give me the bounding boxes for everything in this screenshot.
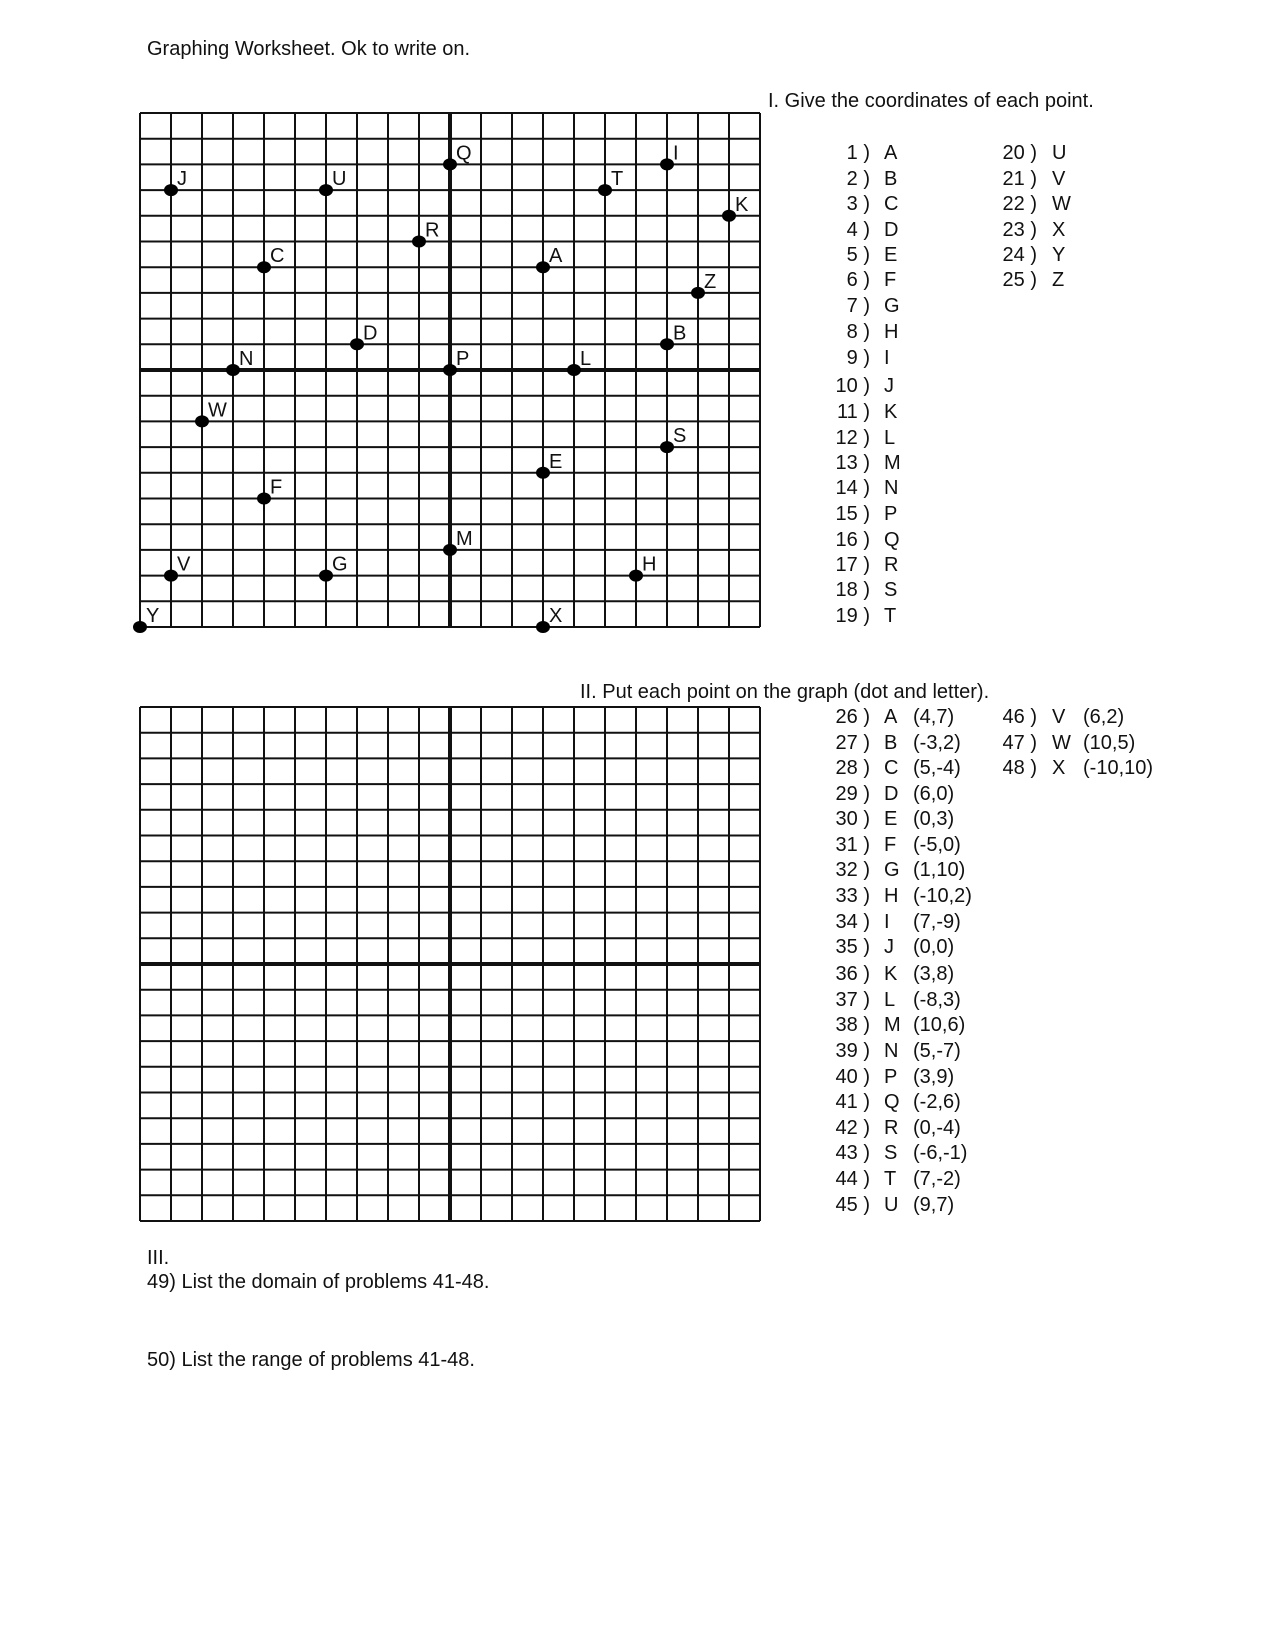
question-letter: K <box>884 401 898 423</box>
question-coordinate: (5,-4) <box>913 757 961 779</box>
question-number: 15 ) <box>835 503 870 525</box>
point-l <box>567 364 581 376</box>
question-letter: C <box>884 757 899 779</box>
question-letter: E <box>884 808 898 830</box>
question-number: 5 ) <box>846 244 870 266</box>
point-label-n: N <box>239 348 254 370</box>
point-g <box>319 570 333 582</box>
question-coordinate: (-3,2) <box>913 732 961 754</box>
question-letter: Q <box>884 529 900 551</box>
point-j <box>164 184 178 196</box>
question-number: 46 ) <box>1002 706 1037 728</box>
question-letter: L <box>884 427 896 449</box>
question-letter: B <box>884 168 898 190</box>
graph-part2-blank[interactable] <box>140 707 760 1227</box>
question-number: 33 ) <box>835 885 870 907</box>
point-label-l: L <box>580 348 592 370</box>
question-coordinate: (7,-9) <box>913 911 961 933</box>
question-letter: I <box>884 347 890 369</box>
question-coordinate: (3,8) <box>913 963 955 985</box>
question-number: 23 ) <box>1002 219 1037 241</box>
question-number: 13 ) <box>835 452 870 474</box>
point-label-f: F <box>270 476 283 499</box>
point-i <box>660 158 674 170</box>
point-v <box>164 570 178 582</box>
question-coordinate: (7,-2) <box>913 1168 961 1190</box>
point-q <box>443 158 457 170</box>
question-letter: C <box>884 193 899 215</box>
point-label-v: V <box>177 553 191 576</box>
question-coordinate: (6,0) <box>913 783 955 805</box>
point-h <box>629 570 643 582</box>
question-letter: U <box>1052 142 1067 164</box>
question-letter: K <box>884 963 898 985</box>
question-number: 24 ) <box>1002 244 1037 266</box>
question-number: 6 ) <box>846 269 870 291</box>
question-number: 29 ) <box>835 783 870 805</box>
question-number: 14 ) <box>835 477 870 499</box>
question-letter: D <box>884 219 899 241</box>
question-number: 18 ) <box>835 579 870 601</box>
question-number: 3 ) <box>846 193 870 215</box>
question-letter: W <box>1052 193 1071 215</box>
question-coordinate: (4,7) <box>913 706 955 728</box>
question-number: 32 ) <box>835 859 870 881</box>
point-p <box>443 364 457 376</box>
point-u <box>319 184 333 196</box>
point-label-s: S <box>673 425 687 448</box>
point-t <box>598 184 612 196</box>
question-coordinate: (9,7) <box>913 1194 955 1216</box>
question-coordinate: (3,9) <box>913 1066 955 1088</box>
question-letter: T <box>884 1168 897 1190</box>
question-letter: J <box>884 936 894 958</box>
question-coordinate: (10,6) <box>913 1014 966 1036</box>
question-letter: F <box>884 269 897 291</box>
question-letter: D <box>884 783 899 805</box>
question-letter: F <box>884 834 897 856</box>
question-letter: G <box>884 859 900 881</box>
part1-heading: I. Give the coordinates of each point. <box>768 90 1094 112</box>
question-number: 22 ) <box>1002 193 1037 215</box>
question-number: 41 ) <box>835 1091 870 1113</box>
point-label-k: K <box>735 193 749 216</box>
point-w <box>195 415 209 427</box>
point-b <box>660 338 674 350</box>
question-letter: M <box>884 1014 901 1036</box>
point-m <box>443 544 457 556</box>
point-s <box>660 441 674 453</box>
question-letter: A <box>884 706 898 728</box>
question-letter: Y <box>1052 244 1066 266</box>
point-label-u: U <box>332 168 347 191</box>
point-x <box>536 621 550 633</box>
point-label-e: E <box>549 450 563 473</box>
question-coordinate: (6,2) <box>1083 706 1125 728</box>
question-number: 28 ) <box>835 757 870 779</box>
question-number: 37 ) <box>835 989 870 1011</box>
question-letter: X <box>1052 757 1066 779</box>
question-letter: L <box>884 989 896 1011</box>
question-letter: P <box>884 503 898 525</box>
point-label-z: Z <box>704 270 717 293</box>
question-number: 30 ) <box>835 808 870 830</box>
point-a <box>536 261 550 273</box>
question-letter: S <box>884 579 898 601</box>
question-letter: E <box>884 244 898 266</box>
point-label-t: T <box>611 168 624 191</box>
question-number: 9 ) <box>846 347 870 369</box>
question-number: 44 ) <box>835 1168 870 1190</box>
question-letter: T <box>884 605 897 627</box>
question-letter: B <box>884 732 898 754</box>
question-number: 42 ) <box>835 1117 870 1139</box>
question-number: 17 ) <box>835 554 870 576</box>
question-number: 1 ) <box>846 142 870 164</box>
question-number: 2 ) <box>846 168 870 190</box>
point-label-m: M <box>456 527 473 550</box>
question-number: 35 ) <box>835 936 870 958</box>
part2-heading: II. Put each point on the graph (dot and letter). <box>580 681 990 703</box>
question-coordinate: (10,5) <box>1083 732 1136 754</box>
question-number: 20 ) <box>1002 142 1037 164</box>
question-number: 36 ) <box>835 963 870 985</box>
question-number: 21 ) <box>1002 168 1037 190</box>
question-coordinate: (-2,6) <box>913 1091 961 1113</box>
question-coordinate: (-8,3) <box>913 989 961 1011</box>
question-number: 8 ) <box>846 321 870 343</box>
point-label-p: P <box>456 348 470 370</box>
question-number: 26 ) <box>835 706 870 728</box>
question-number: 19 ) <box>835 605 870 627</box>
point-r <box>412 236 426 248</box>
point-f <box>257 493 271 505</box>
question-letter: V <box>1052 168 1066 190</box>
question-coordinate: (-10,2) <box>913 885 972 907</box>
question-coordinate: (0,0) <box>913 936 955 958</box>
question-letter: N <box>884 1040 899 1062</box>
question-number: 4 ) <box>846 219 870 241</box>
question-letter: M <box>884 452 901 474</box>
point-z <box>691 287 705 299</box>
question-number: 47 ) <box>1002 732 1037 754</box>
question-coordinate: (0,3) <box>913 808 955 830</box>
question-number: 11 ) <box>837 401 870 423</box>
question-letter: I <box>884 911 890 933</box>
question-number: 12 ) <box>835 427 870 449</box>
question-letter: R <box>884 554 899 576</box>
question-letter: S <box>884 1142 898 1164</box>
question-letter: A <box>884 142 898 164</box>
point-label-b: B <box>673 322 687 345</box>
question-50: 50) List the range of problems 41-48. <box>147 1349 475 1371</box>
point-label-y: Y <box>146 605 160 627</box>
point-d <box>350 338 364 350</box>
question-letter: Z <box>1052 269 1065 291</box>
point-label-x: X <box>549 605 563 627</box>
question-number: 45 ) <box>835 1194 870 1216</box>
point-label-q: Q <box>456 142 472 165</box>
question-number: 25 ) <box>1002 269 1037 291</box>
point-e <box>536 467 550 479</box>
question-coordinate: (5,-7) <box>913 1040 961 1062</box>
question-number: 7 ) <box>846 295 870 317</box>
question-letter: G <box>884 295 900 317</box>
question-letter: Q <box>884 1091 900 1113</box>
point-y <box>133 621 147 633</box>
question-number: 10 ) <box>835 375 870 397</box>
point-label-h: H <box>642 553 657 576</box>
question-coordinate: (0,-4) <box>913 1117 961 1139</box>
point-label-i: I <box>673 142 679 165</box>
question-letter: R <box>884 1117 899 1139</box>
question-number: 31 ) <box>835 834 870 856</box>
question-number: 48 ) <box>1002 757 1037 779</box>
part3-heading: III. <box>147 1247 170 1269</box>
question-number: 34 ) <box>835 911 870 933</box>
question-letter: P <box>884 1066 898 1088</box>
point-c <box>257 261 271 273</box>
point-label-c: C <box>270 245 285 268</box>
question-letter: V <box>1052 706 1066 728</box>
point-k <box>722 210 736 222</box>
point-label-g: G <box>332 553 348 576</box>
point-label-r: R <box>425 219 440 242</box>
question-number: 43 ) <box>835 1142 870 1164</box>
question-letter: H <box>884 885 899 907</box>
question-number: 39 ) <box>835 1040 870 1062</box>
question-letter: W <box>1052 732 1071 754</box>
question-letter: J <box>884 375 894 397</box>
question-49: 49) List the domain of problems 41-48. <box>147 1271 490 1293</box>
question-letter: N <box>884 477 899 499</box>
point-label-j: J <box>177 168 187 191</box>
question-letter: X <box>1052 219 1066 241</box>
point-n <box>226 364 240 376</box>
question-number: 40 ) <box>835 1066 870 1088</box>
point-label-w: W <box>208 399 227 422</box>
point-label-a: A <box>549 245 563 268</box>
question-letter: U <box>884 1194 899 1216</box>
question-number: 38 ) <box>835 1014 870 1036</box>
page-title: Graphing Worksheet. Ok to write on. <box>147 38 471 60</box>
question-letter: H <box>884 321 899 343</box>
question-number: 27 ) <box>835 732 870 754</box>
graph-part1 <box>140 113 760 633</box>
question-number: 16 ) <box>835 529 870 551</box>
question-coordinate: (-10,10) <box>1083 757 1154 779</box>
question-coordinate: (-5,0) <box>913 834 961 856</box>
point-label-d: D <box>363 322 378 345</box>
question-coordinate: (-6,-1) <box>913 1142 968 1164</box>
question-coordinate: (1,10) <box>913 859 966 881</box>
